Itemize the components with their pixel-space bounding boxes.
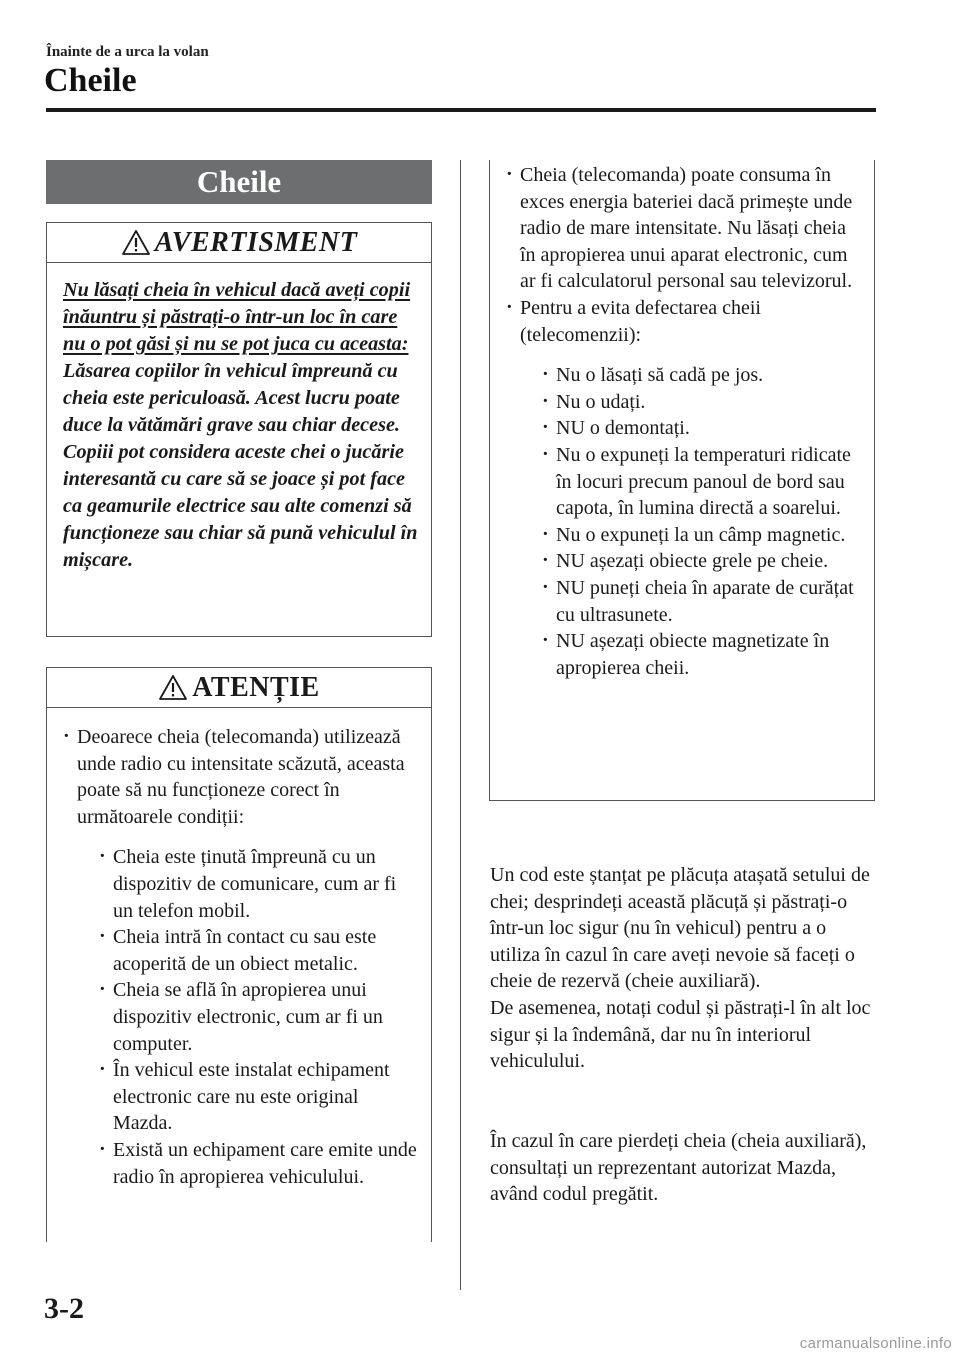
- caution-list: [61, 724, 421, 1190]
- list-item-text: Deoarece cheia (telecomanda) utilizează unde radio cu intensitate scăzută, aceasta poate să nu funcționeze corect în următoarele condiții:: [77, 726, 405, 828]
- watermark: carmanualsonline.info: [799, 1335, 952, 1352]
- lost-key-paragraph: În cazul în care pierdeți cheia (cheia auxiliară), consultați un reprezentant autorizat Mazda, având codul pregătit.: [490, 1130, 867, 1206]
- caution-box: [46, 667, 432, 1242]
- caution-continued-list: [504, 162, 864, 681]
- header-rule: [46, 108, 876, 112]
- section-title: Cheile: [44, 62, 137, 99]
- sub-list-item: · Cheia se află în apropierea unui dispozitiv electronic, cum ar fi un computer.: [97, 977, 421, 1057]
- warning-heading: [47, 223, 431, 263]
- warning-heading-text: AVERTISMENT: [154, 226, 358, 258]
- list-item-text: Cheia (telecomanda) poate consuma în exces energia bateriei dacă primește unde radio de mare intensitate. Nu lăsați cheia în apropierea unui aparat electronic, cum ar fi calculatorul personal sau televizorul.: [520, 164, 853, 293]
- caution-body: [47, 708, 431, 1190]
- sub-list-item: · Nu o udați.: [540, 389, 864, 416]
- warning-triangle-icon: [121, 229, 151, 256]
- warning-box: [46, 222, 432, 637]
- caution-continued-body: [490, 160, 874, 681]
- sub-list: [97, 844, 421, 1190]
- sub-list-item: · NU puneți cheia în aparate de curățat cu ultrasunete.: [540, 575, 864, 628]
- chapter-kicker: Înainte de a urca la volan: [46, 44, 209, 60]
- sub-list-item: · NU așezați obiecte grele pe cheie.: [540, 548, 864, 575]
- list-item: [504, 162, 864, 295]
- caution-continued-box: [489, 160, 875, 801]
- warning-lead-text: Nu lăsați cheia în vehicul dacă aveți copii înăuntru și păstrați-o într-un loc în care nu o pot găsi și nu se pot juca cu aceasta:: [63, 279, 411, 355]
- topic-title-bar: Cheile: [46, 160, 432, 204]
- sub-list-item: · Nu o expuneți la temperaturi ridicate în locuri precum panoul de bord sau capota, în lumina directă a soarelui.: [540, 442, 864, 522]
- warning-body-text: Lăsarea copiilor în vehicul împreună cu cheia este periculoasă. Acest lucru poate duce la vătămări grave sau chiar decese. Copiii pot considera aceste chei o jucărie interesantă cu care să se joace și pot face ca geamurile electrice sau alte comenzi să funcționeze sau chiar să pună vehiculul în mișcare.: [63, 360, 418, 571]
- sub-list: [540, 362, 864, 681]
- warning-body: [47, 263, 431, 574]
- warning-triangle-icon: [158, 674, 188, 701]
- sub-list-item: · Cheia intră în contact cu sau este acoperită de un obiect metalic.: [97, 924, 421, 977]
- page-number: 3-2: [44, 1292, 84, 1325]
- sub-list-item: · Există un echipament care emite unde radio în apropierea vehiculului.: [97, 1137, 421, 1190]
- sub-list-item: · Nu o lăsați să cadă pe jos.: [540, 362, 864, 389]
- sub-list-item: · NU o demontați.: [540, 415, 864, 442]
- list-item: [61, 724, 421, 1190]
- caution-heading: [47, 668, 431, 708]
- caution-heading-text: ATENȚIE: [192, 671, 320, 703]
- sub-list-item: · Cheia este ținută împreună cu un dispozitiv de comunicare, cum ar fi un telefon mobil.: [97, 844, 421, 924]
- sub-list-item: · Nu o expuneți la un câmp magnetic.: [540, 522, 864, 549]
- list-item: [504, 295, 864, 681]
- key-code-paragraph: Un cod este ștanțat pe plăcuța atașată setului de chei; desprindeți această plăcuță și păstrați-o într-un loc sigur (nu în vehicul) pentru a o utiliza în cazul în care aveți nevoie să faceți o cheie de rezervă (cheie auxiliară). De asemenea, notați codul și păstrați-l în alt loc sigur și la îndemână, dar nu în interiorul vehiculului.: [490, 864, 871, 1073]
- list-item-text: Pentru a evita defectarea cheii (telecomenzii):: [520, 296, 761, 346]
- sub-list-item: · NU așezați obiecte magnetizate în apropierea cheii.: [540, 628, 864, 681]
- sub-list-item: · În vehicul este instalat echipament electronic care nu este original Mazda.: [97, 1057, 421, 1137]
- column-divider: [460, 160, 461, 1290]
